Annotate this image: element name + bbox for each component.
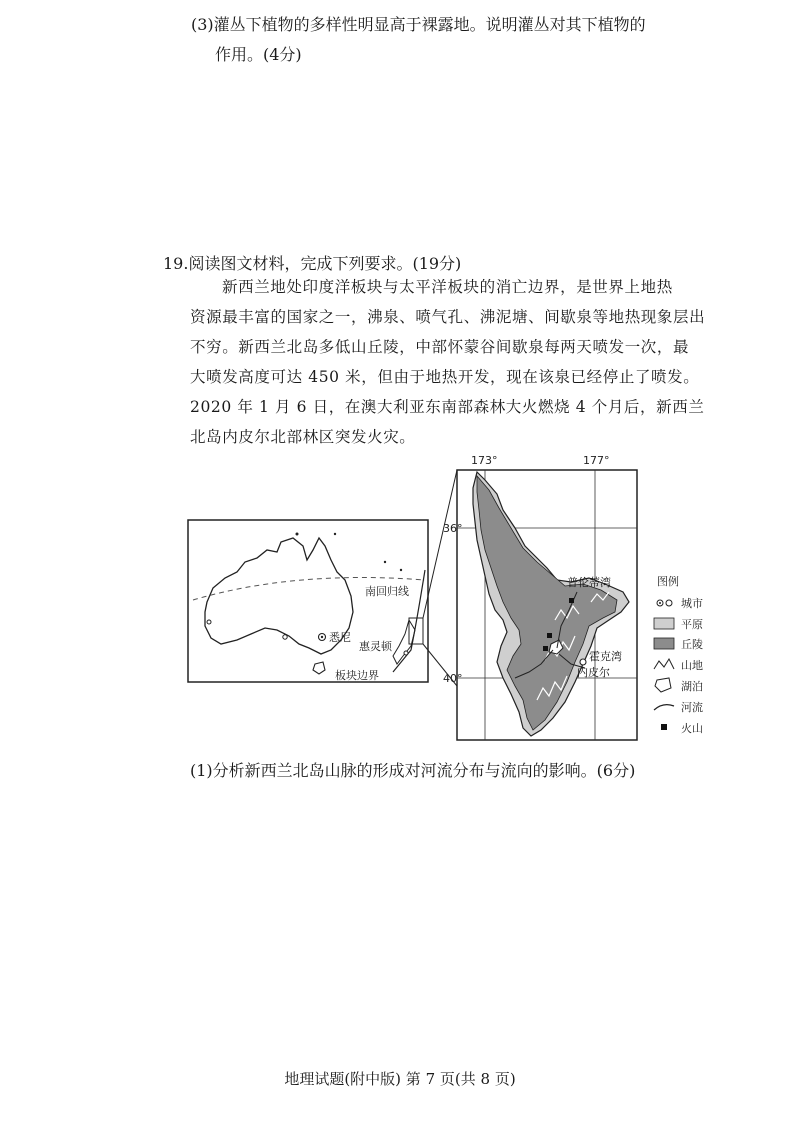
material-line: 2020 年 1 月 6 日，在澳大利亚东南部森林大火燃烧 4 个月后，新西兰 [190,398,705,416]
volcano-icon [543,646,548,651]
lat-40-label: 40° [443,672,463,685]
legend-lake: 湖泊 [681,680,703,693]
legend-mountain-icon [654,659,674,669]
legend-river: 河流 [681,701,703,714]
legend-mountain: 山地 [681,659,703,672]
tropic-label: 南回归线 [365,585,409,598]
question-3 [191,10,751,70]
napier-city-icon [580,659,586,665]
napier-label: 内皮尔 [577,666,610,679]
sydney-label: 悉尼 [329,631,351,644]
map-legend [654,574,703,735]
question-19-heading: 19.阅读图文材料，完成下列要求。(19分) [163,254,462,273]
question-19-material [190,272,746,452]
question-3-line1: (3)灌丛下植物的多样性明显高于裸露地。说明灌丛对其下植物的 [191,15,646,34]
plate-boundary-label: 板块边界 [335,669,379,682]
legend-volcano: 火山 [681,722,703,735]
legend-lake-icon [655,678,671,692]
figure-maps [185,450,725,750]
material-line: 资源最丰富的国家之一，沸泉、喷气孔、沸泥塘、间歇泉等地热现象层出 [190,308,706,326]
lon-173-label: 173° [471,454,498,467]
legend-city: 城市 [681,597,703,610]
material-line: 大喷发高度可达 450 米，但由于地热开发，现在该泉已经停止了喷发。 [190,368,700,386]
wellington-label: 惠灵顿 [359,640,392,653]
volcano-icon [547,633,552,638]
page-footer: 地理试题(附中版) 第 7 页(共 8 页) [284,1070,516,1088]
lat-36-label: 36° [443,522,463,535]
volcano-icon [569,598,574,603]
material-line: 北岛内皮尔北部林区突发火灾。 [190,428,416,446]
question-19-sub-1: (1)分析新西兰北岛山脉的形成对河流分布与流向的影响。(6分) [190,761,636,780]
legend-river-icon [654,705,674,710]
question-3-line2: 作用。(4分) [215,45,302,64]
poverty-bay-label: 普伦蒂湾 [567,576,611,589]
material-line: 不穷。新西兰北岛多低山丘陵，中部怀蒙谷间歇泉每两天喷发一次，最 [190,338,690,356]
material-line: 新西兰地处印度洋板块与太平洋板块的消亡边界，是世界上地热 [222,278,673,296]
lon-177-label: 177° [583,454,610,467]
legend-hill: 丘陵 [681,638,703,651]
legend-title: 图例 [657,575,679,588]
hawke-bay-label: 霍克湾 [589,650,622,663]
legend-volcano-icon [661,724,667,730]
legend-plain: 平原 [681,618,703,631]
